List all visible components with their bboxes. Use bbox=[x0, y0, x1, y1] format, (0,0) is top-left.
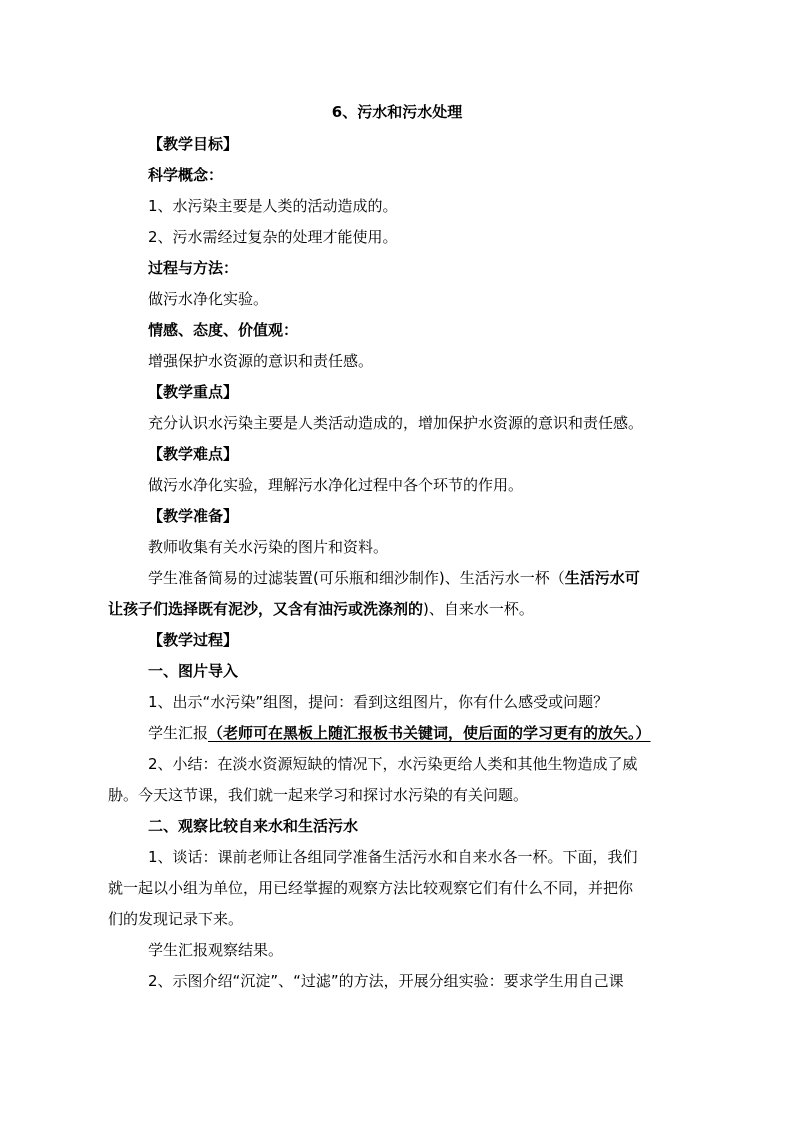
difficulties-text: 做污水净化实验，理解污水净化过程中各个环节的作用。 bbox=[148, 476, 524, 494]
process-method-text: 做污水净化实验。 bbox=[148, 290, 269, 308]
preparation-student-tail: )、自来水一杯。 bbox=[423, 600, 534, 618]
section-2-item-1-line-3: 们的发现记录下来。 bbox=[108, 910, 244, 928]
section-1-summary-line-1: 2、小结：在淡水资源短缺的情况下，水污染更给人类和其他生物造成了威 bbox=[148, 755, 638, 773]
heading-values: 情感、态度、价值观： bbox=[148, 321, 299, 339]
concept-item-2: 2、污水需经过复杂的处理才能使用。 bbox=[148, 228, 398, 246]
preparation-student-line-2 bbox=[108, 598, 534, 620]
heading-key-points: 【教学重点】 bbox=[148, 383, 239, 401]
preparation-student-bold-cont: 让孩子们选择既有泥沙，又含有油污或洗涤剂的 bbox=[108, 600, 424, 618]
student-report-note: （老师可在黑板上随汇报板书关键词，使后面的学习更有的放矢。） bbox=[208, 724, 651, 742]
section-2-item-2-line-1: 2、示图介绍“沉淀”、“过滤”的方法，开展分组实验：要求学生用自己课 bbox=[148, 972, 624, 990]
section-1-heading: 一、图片导入 bbox=[148, 662, 239, 680]
heading-science-concepts: 科学概念： bbox=[148, 166, 224, 184]
key-points-text: 充分认识水污染主要是人类活动造成的，增加保护水资源的意识和责任感。 bbox=[148, 414, 644, 432]
preparation-student-text: 学生准备简易的过滤装置(可乐瓶和细沙制作)、生活污水一杯（ bbox=[148, 569, 565, 587]
section-1-summary-line-2: 胁。今天这节课，我们就一起来学习和探讨水污染的有关问题。 bbox=[108, 786, 529, 804]
preparation-student-bold: 生活污水可 bbox=[564, 569, 640, 587]
preparation-student-line-1 bbox=[148, 567, 640, 589]
page-title: 6、污水和污水处理 bbox=[331, 103, 463, 121]
concept-item-1: 1、水污染主要是人类的活动造成的。 bbox=[148, 197, 398, 215]
values-text: 增强保护水资源的意识和责任感。 bbox=[148, 352, 374, 370]
heading-difficulties: 【教学难点】 bbox=[148, 445, 239, 463]
section-2-heading: 二、观察比较自来水和生活污水 bbox=[148, 817, 359, 835]
section-1-student-report bbox=[148, 722, 651, 744]
section-2-item-1-line-2: 就一起以小组为单位，用已经掌握的观察方法比较观察它们有什么不同，并把你 bbox=[108, 879, 634, 897]
heading-process-method: 过程与方法： bbox=[148, 259, 239, 277]
preparation-teacher: 教师收集有关水污染的图片和资料。 bbox=[148, 538, 389, 556]
section-1-item-1: 1、出示“水污染”组图，提问：看到这组图片，你有什么感受或问题？ bbox=[148, 693, 609, 711]
heading-objectives: 【教学目标】 bbox=[148, 135, 239, 153]
heading-preparation: 【教学准备】 bbox=[148, 507, 239, 525]
heading-process: 【教学过程】 bbox=[148, 631, 239, 649]
section-2-student-report: 学生汇报观察结果。 bbox=[148, 941, 284, 959]
student-report-label: 学生汇报 bbox=[148, 724, 209, 742]
section-2-item-1-line-1: 1、谈话：课前老师让各组同学准备生活污水和自来水各一杯。下面，我们 bbox=[148, 848, 638, 866]
